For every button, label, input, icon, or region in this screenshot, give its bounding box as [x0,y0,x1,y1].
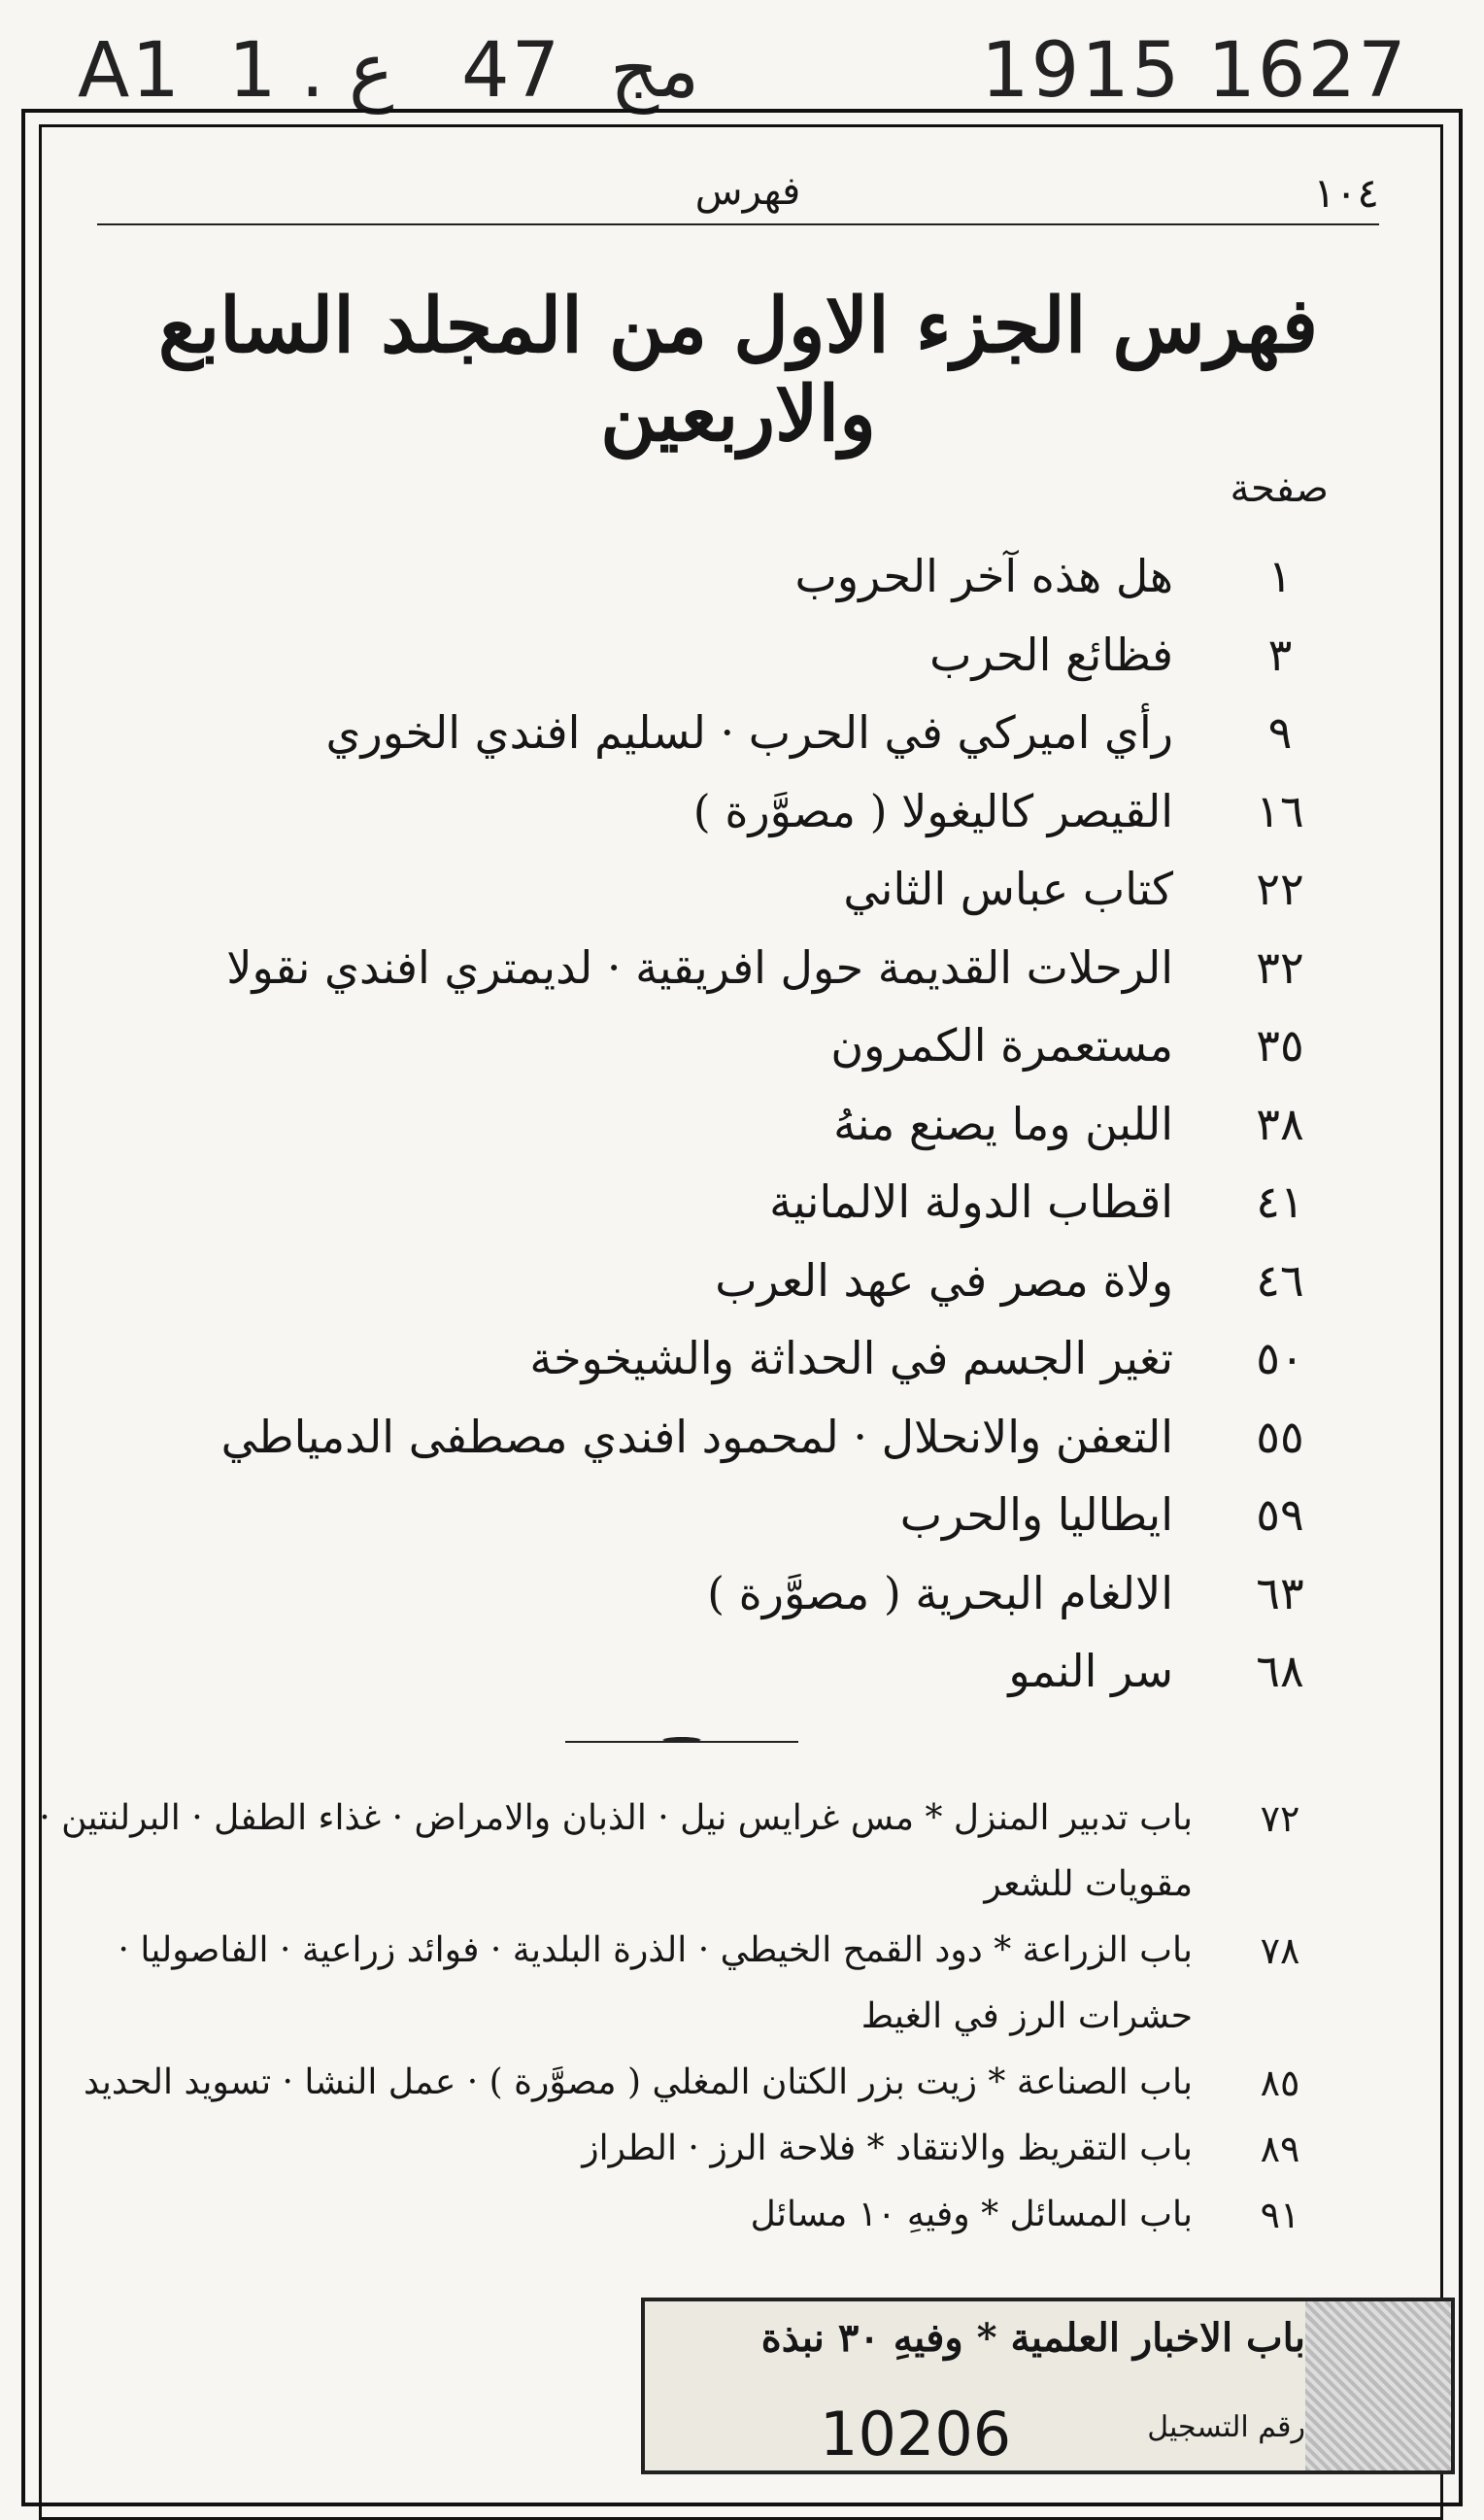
toc-entry [0,934,1484,1012]
toc-entry [0,1011,1484,1090]
toc-entry [0,1637,1484,1716]
toc-entry-page: ٣٨ [1256,1097,1304,1150]
toc-entry-page: ٣٥ [1256,1019,1304,1072]
section-text-continued: مقويات للشعر [984,1864,1193,1904]
toc-entry-page: ٣٢ [1256,940,1304,994]
toc-entry-page: ٥٥ [1256,1410,1304,1463]
section-entry [0,1918,1484,2050]
library-stamp [641,2298,1455,2474]
toc-entry [0,1324,1484,1403]
toc-entry [0,621,1484,699]
section-page: ٨٥ [1260,2061,1300,2104]
toc-entry-title: ايطاليا والحرب [899,1488,1173,1541]
page-column-header: صفحة [1230,466,1329,511]
toc-entry [0,1168,1484,1246]
toc-entry-page: ١٦ [1256,784,1304,837]
toc-entry-page: ٤٦ [1256,1253,1304,1307]
handwritten-mark: مج [610,27,700,115]
stamp-label: رقم التسجيل [1147,2410,1305,2444]
stamp-number: 10206 [820,2399,1012,2469]
section-entry [0,2182,1484,2248]
toc-entry-page: ٣ [1267,628,1293,681]
section-entry [0,1786,1484,1918]
toc-entry [0,542,1484,621]
handwritten-years: 1915 1627 [981,27,1408,115]
toc-entry-title: مستعمرة الكمرون [830,1019,1173,1072]
handwritten-ref: A1 [78,27,182,115]
toc-entry-title: هل هذه آخر الحروب [794,550,1173,602]
toc-entry-title: الرحلات القديمة حول افريقية · لديمتري افندي نقولا [226,940,1173,994]
section-list [0,1786,1484,2248]
section-page: ٨٩ [1260,2128,1300,2170]
stamp-smudge [1305,2301,1451,2470]
toc-entry [0,1481,1484,1559]
running-title: فهرس [694,169,801,214]
section-text: باب التقريظ والانتقاد * فلاحة الرز · الطراز [582,2128,1193,2168]
stamp-text-top: باب الاخبار العلمية * وفيهِ ٣٠ نبذة [760,2315,1305,2361]
toc-entry-page: ٦٨ [1256,1645,1304,1697]
page-title: فهرس الجزء الاول من المجلد السابع والاربعين [157,282,1319,459]
toc-entry [0,777,1484,856]
section-text: باب الصناعة * زيت بزر الكتان المغلي ( مصوَّرة ) · عمل النشا · تسويد الحديد [83,2062,1193,2102]
section-text: باب الزراعة * دود القمح الخيطي · الذرة البلدية · فوائد زراعية · الفاصوليا · [118,1930,1193,1970]
toc-entry-title: فظائع الحرب [929,628,1173,681]
section-text: باب المسائل * وفيهِ ١٠ مسائل [750,2195,1193,2234]
toc-entry-page: ٥٠ [1256,1332,1304,1384]
section-page: ٧٢ [1260,1797,1300,1840]
toc-entry-title: اللبن وما يصنع منهُ [833,1097,1173,1150]
toc-entry-title: رأي اميركي في الحرب · لسليم افندي الخوري [325,706,1173,759]
toc-entry-page: ٥٩ [1256,1488,1304,1541]
toc-entry [0,698,1484,777]
toc-entry [0,1403,1484,1481]
section-text: باب تدبير المنزل * مس غرايس نيل · الذبان والامراض · غذاء الطفل · البرلنتين · [39,1798,1193,1838]
toc-entry-title: سر النمو [1008,1645,1173,1697]
toc-entry-page: ١ [1267,550,1293,602]
toc-entry-title: القيصر كاليغولا ( مصوَّرة ) [692,784,1173,837]
toc-entry-title: ولاة مصر في عهد العرب [715,1253,1173,1307]
section-text-continued: حشرات الرز في الغيط [860,1996,1193,2036]
toc-entry-page: ٤١ [1256,1175,1304,1228]
toc-entry-page: ٩ [1267,706,1293,759]
toc-entry-page: ٢٢ [1256,863,1304,915]
toc-entry [0,1090,1484,1169]
toc-entry-title: اقطاب الدولة الالمانية [769,1175,1173,1228]
toc-entry [0,1559,1484,1638]
ornamental-divider [565,1737,798,1747]
header-rule [97,223,1379,225]
toc-entry-title: التعفن والانحلال · لمحمود افندي مصطفى الدمياطي [220,1410,1173,1463]
toc-entry [0,1246,1484,1325]
toc-entry-page: ٦٣ [1256,1566,1304,1619]
section-entry [0,2116,1484,2182]
section-entry [0,2050,1484,2116]
page-number: ١٠٤ [1313,169,1379,217]
toc-list [0,542,1484,1716]
handwritten-vol: 47 [461,27,562,115]
toc-entry-title: تغير الجسم في الحداثة والشيخوخة [529,1332,1173,1384]
toc-entry-title: كتاب عباس الثاني [843,863,1173,915]
section-page: ٧٨ [1260,1929,1300,1972]
toc-entry [0,855,1484,934]
toc-entry-title: الالغام البحرية ( مصوَّرة ) [707,1566,1173,1619]
section-page: ٩١ [1260,2194,1300,2236]
handwritten-num: 1 . ع [228,27,394,115]
running-head [117,163,1379,231]
